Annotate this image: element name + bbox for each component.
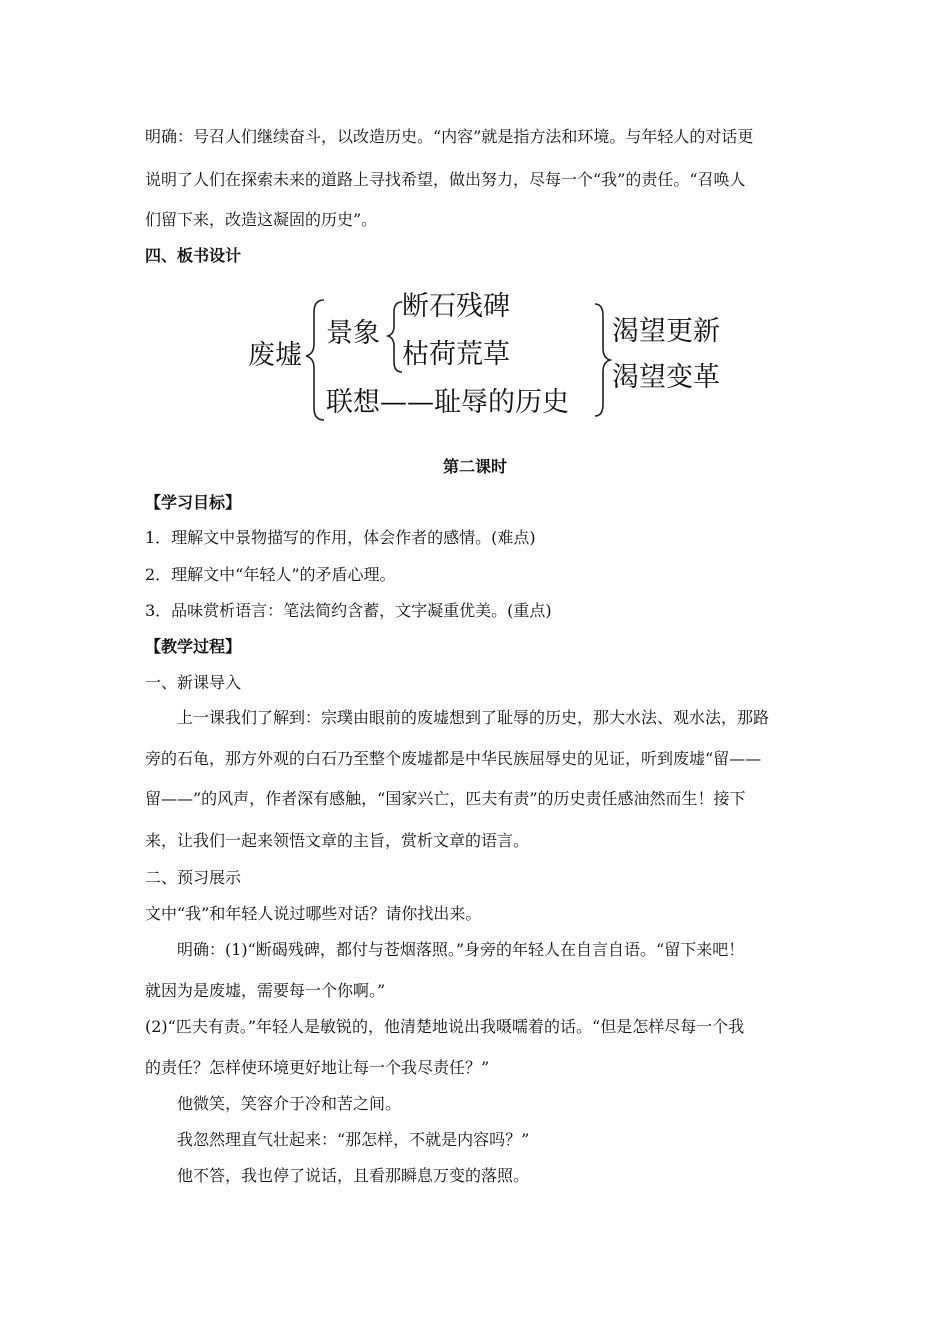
goal-item: 1．理解文中景物描写的作用，体会作者的感情。(难点) bbox=[145, 528, 536, 547]
paragraph-line: 留——”的风声，作者深有感触，“国家兴亡，匹夫有责”的历史责任感油然而生！接下 bbox=[145, 789, 746, 808]
paragraph-line: 们留下来，改造这凝固的历史”。 bbox=[145, 210, 378, 229]
paragraph-line: 他微笑，笑容介于冷和苦之间。 bbox=[177, 1094, 402, 1113]
paragraph-line: 旁的石龟，那方外观的白石乃至整个废墟都是中华民族屈辱史的见证，听到废墟“留—— bbox=[145, 749, 762, 768]
section-heading: 二、预习展示 bbox=[145, 868, 242, 887]
goal-item: 2．理解文中“年轻人”的矛盾心理。 bbox=[145, 565, 396, 584]
board-scene: 景象 bbox=[326, 318, 380, 349]
section-heading: 一、新课导入 bbox=[145, 673, 242, 692]
board-association: 联想——耻辱的历史 bbox=[326, 387, 569, 418]
board-root: 废墟 bbox=[248, 340, 302, 371]
lesson-title: 第二课时 bbox=[442, 457, 507, 476]
paragraph-line: 他不答，我也停了说话，且看那瞬息万变的落照。 bbox=[177, 1166, 530, 1185]
paragraph-line: 我忽然理直气壮起来：“那怎样，不就是内容吗？” bbox=[177, 1130, 530, 1149]
paragraph-line: 说明了人们在探索未来的道路上寻找希望，做出努力，尽每一个“我”的责任。“召唤人 bbox=[145, 170, 746, 189]
paragraph-line: 的责任？怎样使环境更好地让每一个我尽责任？” bbox=[145, 1058, 490, 1077]
goals-heading: 【学习目标】 bbox=[145, 493, 242, 512]
paragraph-line: 来，让我们一起来领悟文章的主旨，赏析文章的语言。 bbox=[145, 831, 530, 850]
paragraph-line: (2)“匹夫有责。”年轻人是敏锐的，他清楚地说出我嗫嚅着的话。“但是怎样尽每一个我 bbox=[145, 1017, 745, 1036]
paragraph-line: 上一课我们了解到：宗璞由眼前的废墟想到了耻辱的历史，那大水法、观水法，那路 bbox=[177, 708, 770, 727]
process-heading: 【教学过程】 bbox=[145, 637, 242, 656]
paragraph-line: 文中“我”和年轻人说过哪些对话？请你找出来。 bbox=[145, 904, 482, 923]
board-scene-item: 断石残碑 bbox=[402, 291, 510, 322]
board-scene-item: 枯荷荒草 bbox=[402, 339, 510, 370]
section-heading: 四、板书设计 bbox=[145, 246, 242, 265]
board-result: 渴望变革 bbox=[612, 362, 720, 393]
board-result: 渴望更新 bbox=[612, 316, 720, 347]
paragraph-line: 明确：(1)“断碣残碑，都付与苍烟落照。”身旁的年轻人在自言自语。“留下来吧！ bbox=[177, 940, 745, 959]
goal-item: 3．品味赏析语言：笔法简约含蓄，文字凝重优美。(重点) bbox=[145, 601, 552, 620]
paragraph-line: 就因为是废墟，需要每一个你啊。” bbox=[145, 981, 386, 1000]
board-design-diagram bbox=[240, 288, 740, 428]
paragraph-line: 明确：号召人们继续奋斗，以改造历史。“内容”就是指方法和环境。与年轻人的对话更 bbox=[145, 127, 754, 146]
